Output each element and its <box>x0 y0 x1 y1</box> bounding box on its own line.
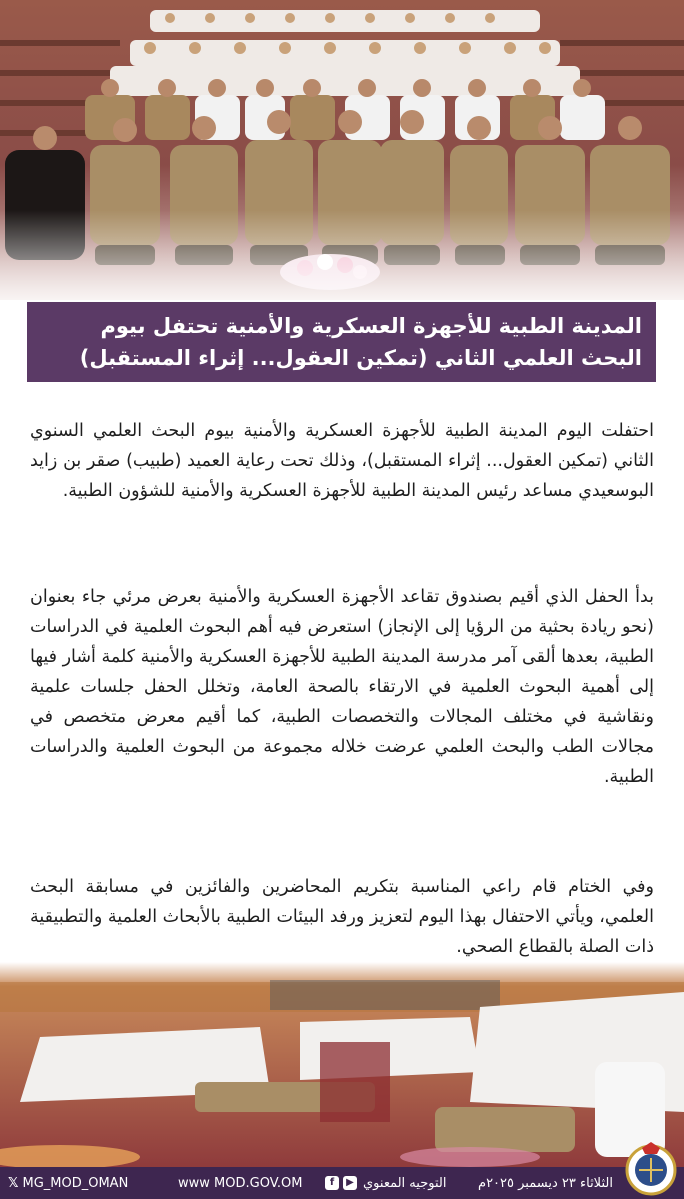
group-photo-illustration <box>0 0 684 300</box>
paragraph-text: احتفلت اليوم المدينة الطبية للأجهزة العسكرية والأمنية بيوم البحث العلمي السنوي الثاني (تمكين العقول... إثراء المستقبل)، وذلك تحت رعاية العميد (طبيب) صقر بن زايد البوسعيدي مساعد رئيس المدينة الطبية للأجهزة العسكرية والأمنية للشؤون الطبية. <box>30 421 654 501</box>
facebook-icon: f <box>325 1176 339 1190</box>
mod-emblem-icon <box>624 1138 678 1196</box>
top-group-photo <box>0 0 684 300</box>
paragraph-text: بدأ الحفل الذي أقيم بصندوق تقاعد الأجهزة العسكرية والأمنية بعرض مرئي جاء بعنوان (نحو ريادة بحثية من الرؤيا إلى الإنجاز) استعرض فيه أهم البحوث العلمية في الدراسات الطبية، بعدها ألقى آمر مدرسة المدينة الطبية للأجهزة العسكرية والأمنية كلمة أشار فيها إلى أهمية البحوث العلمية في الارتقاء بالصحة العامة، وتخلل الحفل جلسات علمية ونقاشية في مختلف المجالات والتخصصات الطبية، كما أقيم معرض متخصص في مجالات الطب والبحث العلمي عرضت خلاله مجموعة من البحوث العلمية والدراسات الطبية. <box>30 587 654 787</box>
article-title-banner <box>27 302 656 382</box>
article-paragraph-1 <box>30 416 654 506</box>
footer-bar <box>0 1167 684 1199</box>
youtube-icon: ▶ <box>343 1176 357 1190</box>
article-title-line-1: المدينة الطبية للأجهزة العسكرية والأمنية تحتفل بيوم <box>100 314 642 338</box>
article-title-line-2: البحث العلمي الثاني (تمكين العقول... إثراء المستقبل) <box>79 346 642 370</box>
channel-link[interactable] <box>323 1167 446 1199</box>
website-text: www MOD.GOV.OM <box>178 1175 303 1191</box>
bottom-auditorium-photo <box>0 962 684 1167</box>
paragraph-text: وفي الختام قام راعي المناسبة بتكريم المحاضرين والفائزين في مسابقة البحث العلمي، ويأتي الاحتفال بهذا اليوم لتعزيز ورفد البيئات الطبية بالأبحاث العلمية والتطبيقية ذات الصلة بالقطاع الصحي. <box>29 877 654 957</box>
article-paragraph-2 <box>30 582 654 792</box>
auditorium-photo-illustration <box>0 962 684 1167</box>
article-paragraph-3 <box>30 872 654 962</box>
date-text: الثلاثاء ٢٣ ديسمبر ٢٠٢٥م <box>478 1175 613 1191</box>
social-handle[interactable] <box>8 1167 128 1199</box>
website-link[interactable] <box>178 1167 303 1199</box>
channel-text: التوجيه المعنوي <box>363 1175 447 1191</box>
handle-text: MG_MOD_OMAN <box>22 1175 129 1191</box>
date-label <box>478 1167 613 1199</box>
x-logo-icon: 𝕏 <box>8 1175 19 1191</box>
